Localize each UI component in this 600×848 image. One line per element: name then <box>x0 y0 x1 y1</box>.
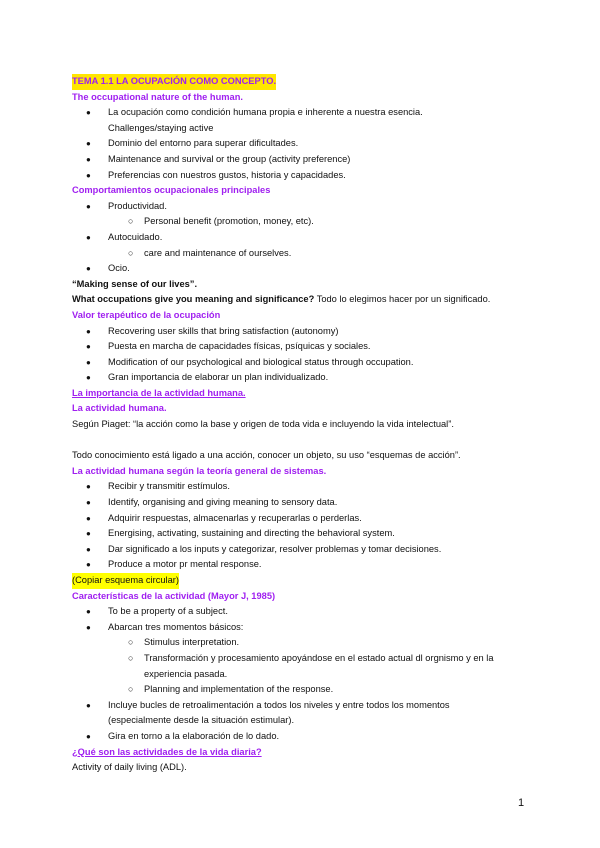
page-number: 1 <box>518 797 525 809</box>
sub-list-item: ○ care and maintenance of ourselves. <box>72 246 542 262</box>
list-item: ● Gira en torno a la elaboración de lo dado. <box>72 729 542 745</box>
heading-teoria-sistemas: La actividad humana según la teoría general de sistemas. <box>72 465 327 476</box>
list-item: ● To be a property of a subject. <box>72 604 542 620</box>
list-item: ● Puesta en marcha de capacidades físicas, psíquicas y sociales. <box>72 339 542 355</box>
list-item: ● Dar significado a los inputs y categorizar, resolver problemas y tomar decisiones. <box>72 542 542 558</box>
heading-importancia: La importancia de la actividad humana. <box>72 387 246 398</box>
list-item: ● Adquirir respuestas, almacenarlas y recuperarlas o perderlas. <box>72 511 542 527</box>
document-title: TEMA 1.1 LA OCUPACIÓN COMO CONCEPTO. <box>72 74 276 90</box>
list-item: ● Maintenance and survival or the group (activity preference) <box>72 152 542 168</box>
heading-occupational-nature: The occupational nature of the human. <box>72 91 243 102</box>
piaget-quote: Según Piaget: “la acción como la base y origen de toda vida e incluyendo la vida intelectual”. <box>72 419 454 430</box>
list-item: ● Recibir y transmitir estímulos. <box>72 479 542 495</box>
list-item: ● Energising, activating, sustaining and directing the behavioral system. <box>72 526 542 542</box>
heading-adl: ¿Qué son las actividades de la vida diaria? <box>72 746 262 757</box>
list-item: ● La ocupación como condición humana propia e inherente a nuestra esencia. Challenges/staying active <box>72 105 542 136</box>
list-item: ● Productividad. <box>72 199 542 215</box>
conocimiento-text: Todo conocimiento está ligado a una acción, conocer un objeto, su uso “esquemas de acción”. <box>72 450 461 461</box>
sub-list-item: ○ Planning and implementation of the response. <box>72 682 542 698</box>
list-item: ● Gran importancia de elaborar un plan individualizado. <box>72 370 542 386</box>
heading-caracteristicas: Características de la actividad (Mayor J, 1985) <box>72 590 276 601</box>
sub-list-item: ○ Stimulus interpretation. <box>72 635 542 651</box>
list-occupational-nature <box>72 105 542 183</box>
sub-list-item: ○ Personal benefit (promotion, money, etc). <box>72 214 542 230</box>
list-teoria-sistemas <box>72 479 542 573</box>
sub-list-item: ○ Transformación y procesamiento apoyándose en el estado actual dl orgnismo y en la experiencia pasada. <box>72 651 542 682</box>
list-valor-terapeutico <box>72 324 542 386</box>
meaning-question: What occupations give you meaning and significance? Todo lo elegimos hacer por un significado. <box>72 294 491 305</box>
making-sense-quote: “Making sense of our lives”. <box>72 278 198 289</box>
list-item: ● Produce a motor pr mental response. <box>72 557 542 573</box>
list-caracteristicas <box>72 604 542 744</box>
list-item: ● Recovering user skills that bring satisfaction (autonomy) <box>72 324 542 340</box>
list-item: ● Dominio del entorno para superar dificultades. <box>72 136 542 152</box>
list-item: ● Incluye bucles de retroalimentación a todos los niveles y entre todos los momentos (especialmente desde la situación estimular). <box>72 698 542 729</box>
heading-comportamientos: Comportamientos ocupacionales principales <box>72 185 271 196</box>
document-body <box>72 74 542 776</box>
list-item: ● Identify, organising and giving meaning to sensory data. <box>72 495 542 511</box>
heading-valor-terapeutico: Valor terapéutico de la ocupación <box>72 309 221 320</box>
list-item: ● Abarcan tres momentos básicos: <box>72 620 542 636</box>
list-item: ● Autocuidado. <box>72 230 542 246</box>
list-item: ● Modification of our psychological and biological status through occupation. <box>72 355 542 371</box>
copiar-esquema-note: (Copiar esquema circular) <box>72 573 179 589</box>
spacer <box>72 433 542 449</box>
list-comportamientos <box>72 199 542 277</box>
list-item: ● Ocio. <box>72 261 542 277</box>
heading-actividad-humana: La actividad humana. <box>72 403 167 414</box>
adl-text: Activity of daily living (ADL). <box>72 762 187 773</box>
list-item: ● Preferencias con nuestros gustos, historia y capacidades. <box>72 168 542 184</box>
